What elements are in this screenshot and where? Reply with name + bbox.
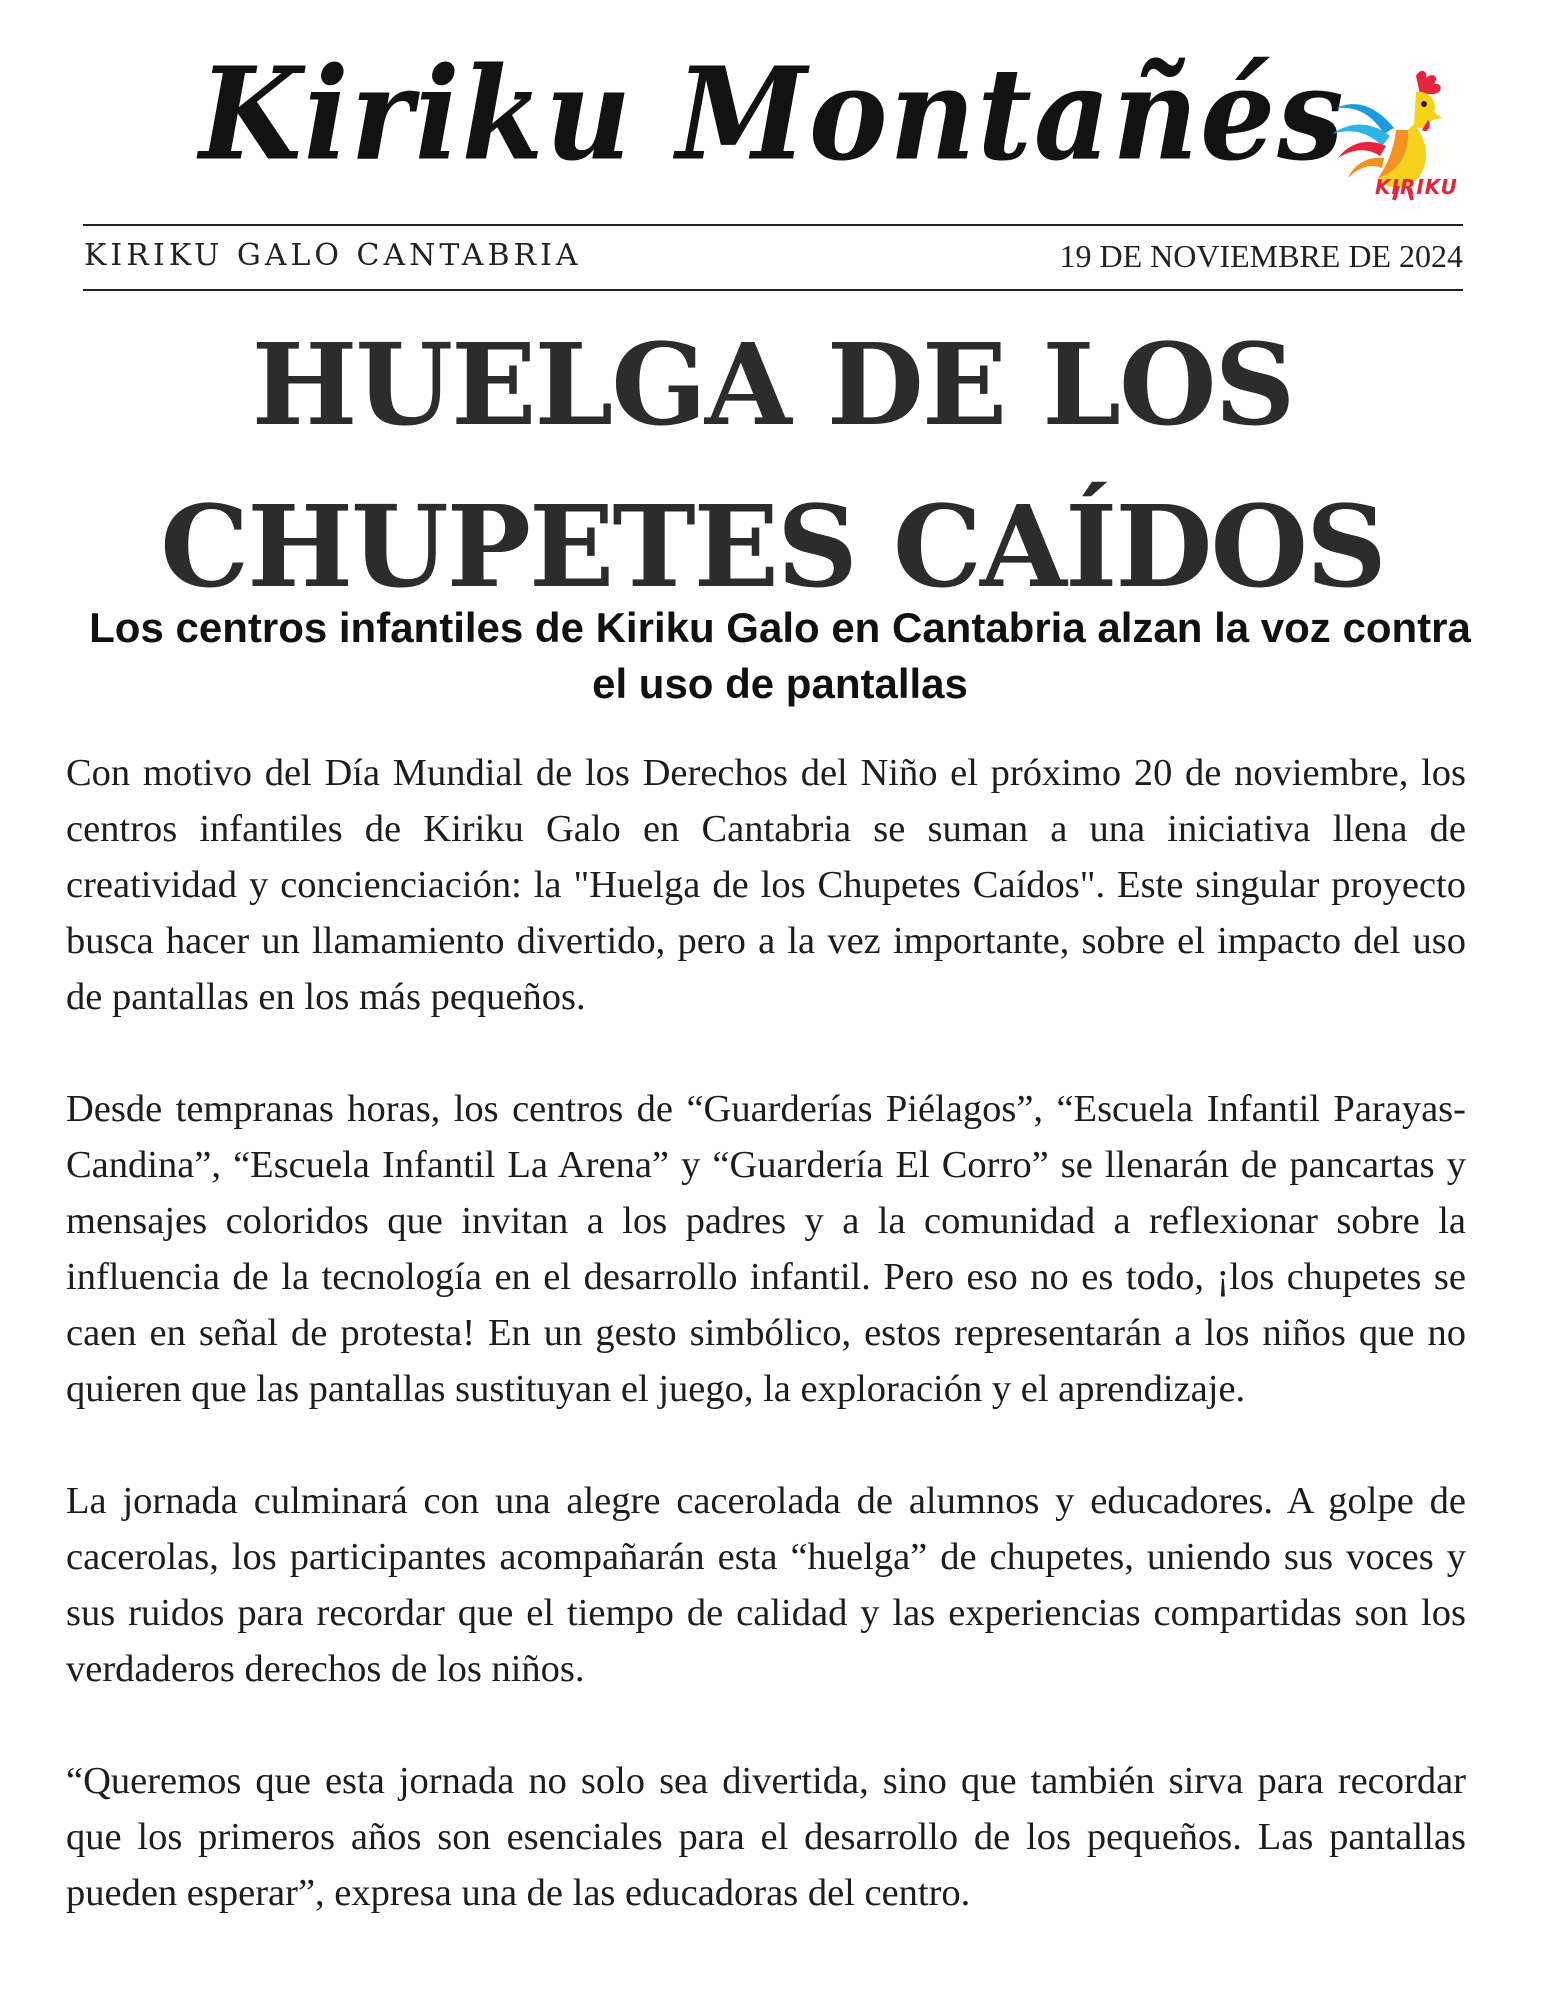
- header-bottom-rule: [83, 289, 1463, 291]
- header-top-rule: [83, 224, 1463, 226]
- article-subheadline: Los centros infantiles de Kiriku Galo en Cantabria alzan la voz contra el uso de pantallas: [89, 604, 1471, 707]
- logo-wordmark: KIRIKU: [1375, 175, 1458, 199]
- article-body: [66, 745, 1466, 1977]
- publication-date: 19 DE NOVIEMBRE DE 2024: [1059, 238, 1463, 274]
- section-label: KIRIKU GALO CANTABRIA: [84, 238, 582, 273]
- newspaper-title: Kiriku Montañés: [199, 38, 1346, 189]
- article-headline: HUELGA DE LOS CHUPETES CAÍDOS: [160, 320, 1385, 613]
- article-paragraph: Con motivo del Día Mundial de los Derechos del Niño el próximo 20 de noviembre, los centros infantiles de Kiriku Galo en Cantabria se suman a una iniciativa llena de creatividad y concienciación: la "Huelga de los Chupetes Caídos". Este singular proyecto busca hacer un llamamiento divertido, pero a la vez importante, sobre el impacto del uso de pantallas en los más pequeños.: [66, 752, 1466, 1018]
- article-paragraph: Desde tempranas horas, los centros de “Guarderías Piélagos”, “Escuela Infantil Parayas-Candina”, “Escuela Infantil La Arena” y “Guardería El Corro” se llenarán de pancartas y mensajes coloridos que invitan a los padres y a la comunidad a reflexionar sobre la influencia de la tecnología en el desarrollo infantil. Pero eso no es todo, ¡los chupetes se caen en señal de protesta! En un gesto simbólico, estos representarán a los niños que no quieren que las pantallas sustituyan el juego, la exploración y el aprendizaje.: [66, 1088, 1466, 1410]
- article-paragraph: “Queremos que esta jornada no solo sea divertida, sino que también sirva para recordar que los primeros años son esenciales para el desarrollo de los pequeños. Las pantallas pueden esperar”, expresa una de las educadoras del centro.: [66, 1760, 1466, 1914]
- article-paragraph: La jornada culminará con una alegre cacerolada de alumnos y educadores. A golpe de cacerolas, los participantes acompañarán esta “huelga” de chupetes, uniendo sus voces y sus ruidos para recordar que el tiempo de calidad y las experiencias compartidas son los verdaderos derechos de los niños.: [66, 1480, 1466, 1690]
